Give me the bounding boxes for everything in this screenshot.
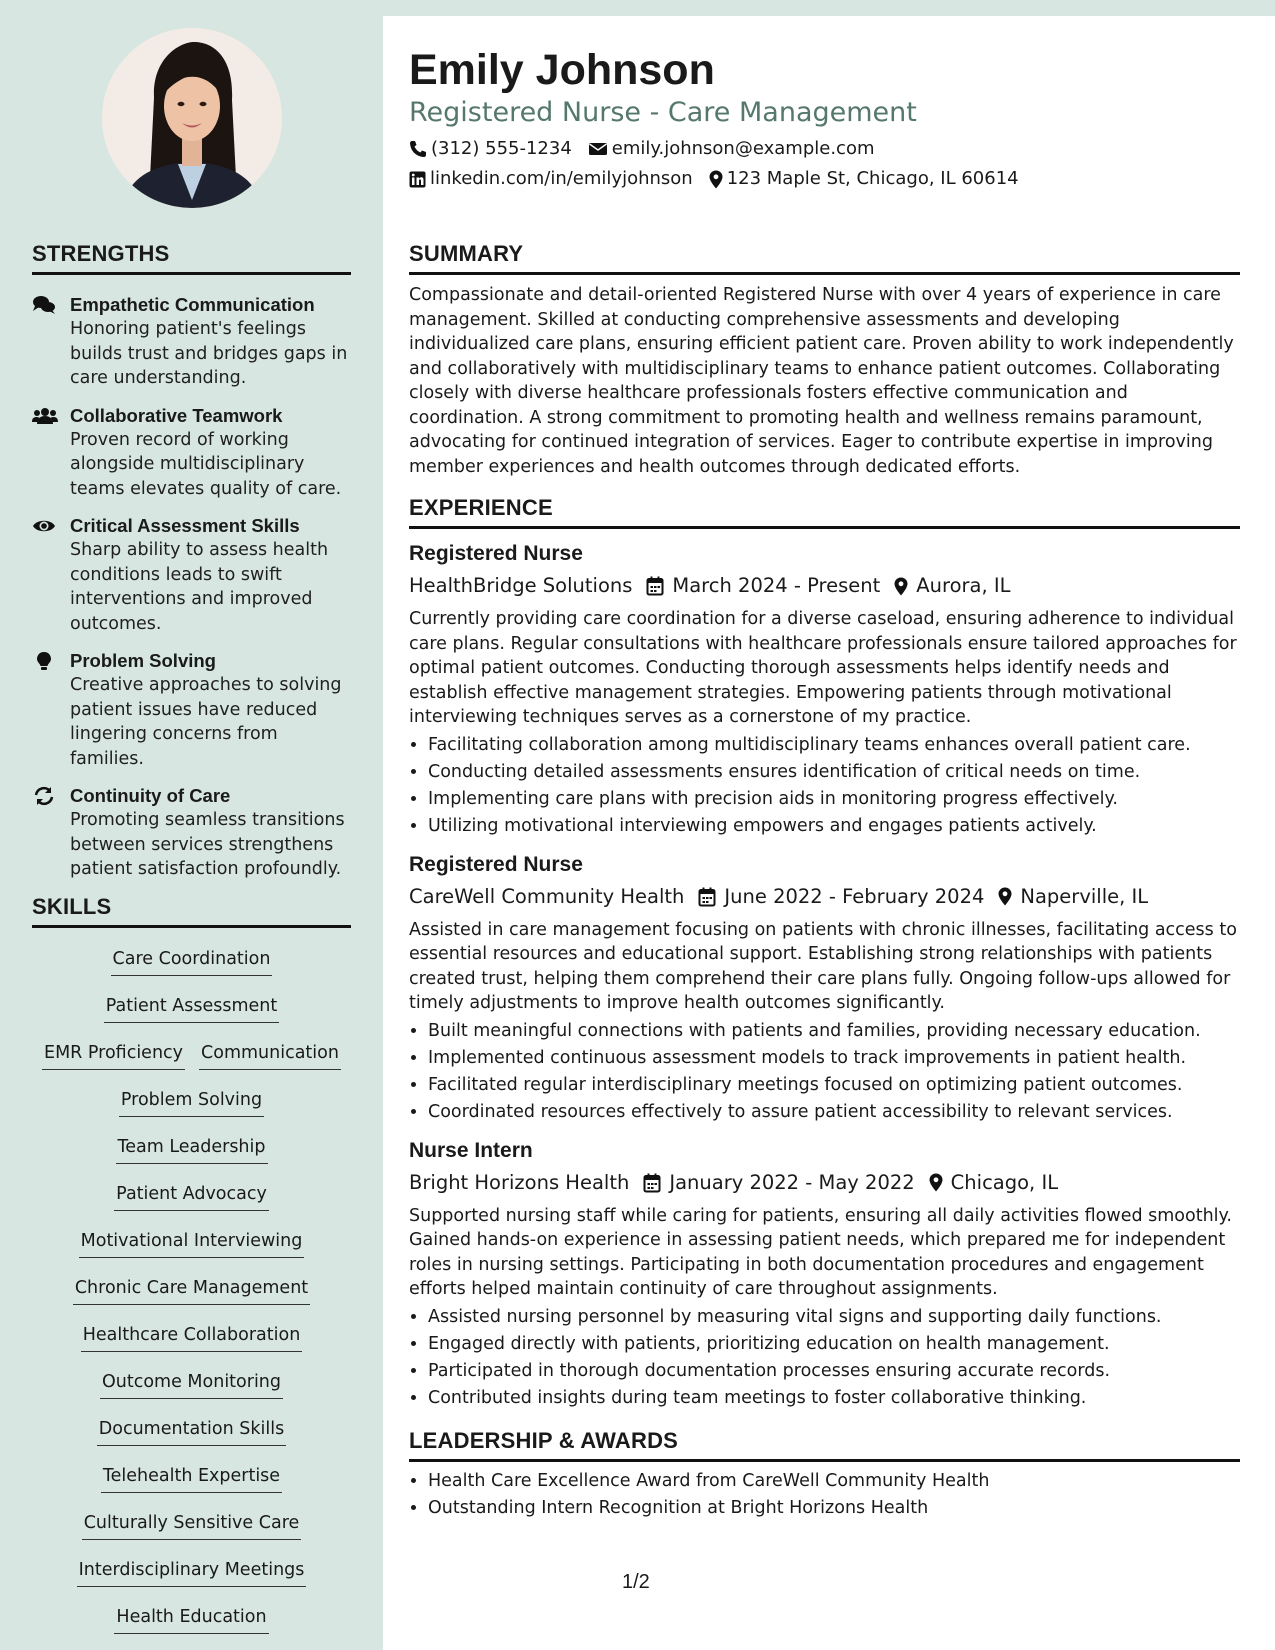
sync-icon	[32, 786, 56, 806]
job-dates	[643, 1170, 914, 1196]
strength-title: Problem Solving	[70, 650, 216, 671]
job-location	[929, 1170, 1058, 1196]
strength-item	[32, 649, 351, 771]
skill-tag: Problem Solving	[119, 1088, 264, 1117]
candidate-name: Emily Johnson	[409, 46, 715, 94]
job-description: Supported nursing staff while caring for patients, ensuring all daily activities flowed smoothly. Gained hands-on experience in assessing patient needs, which prepared me for independent roles in nursing settings. Participating in both documentation procedures and engagement efforts helped maintain continuity of care throughout assignments.	[409, 1205, 1232, 1299]
award-item: • Health Care Excellence Award from CareWell Community Health	[428, 1468, 1240, 1495]
job-location	[998, 884, 1148, 910]
job-bullet: • Utilizing motivational interviewing empowers and engages patients actively.	[428, 813, 1240, 840]
skills-section	[32, 894, 351, 1643]
skill-tag: Culturally Sensitive Care	[82, 1511, 302, 1540]
awards-list	[409, 1468, 1240, 1522]
strength-item	[32, 293, 351, 391]
job-bullet: • Conducting detailed assessments ensures identification of critical needs on time.	[428, 759, 1240, 786]
job-company: CareWell Community Health	[409, 884, 685, 908]
strengths-heading: STRENGTHS	[32, 241, 351, 275]
skill-tag: Telehealth Expertise	[101, 1464, 282, 1493]
skill-tag: Chronic Care Management	[73, 1276, 310, 1305]
sidebar	[0, 0, 383, 1650]
job-entry	[409, 852, 1240, 1126]
linkedin-icon	[409, 171, 426, 188]
strength-description: Creative approaches to solving patient issues have reduced lingering concerns from families.	[70, 675, 342, 769]
job-bullet: • Contributed insights during team meetings to foster collaborative thinking.	[428, 1385, 1240, 1412]
skill-tag: EMR Proficiency	[42, 1041, 185, 1070]
job-entry	[409, 541, 1240, 840]
strength-description: Sharp ability to assess health conditions leads to swift interventions and improved outcomes.	[70, 540, 329, 634]
job-bullets	[409, 732, 1240, 840]
skill-tag: Healthcare Collaboration	[81, 1323, 303, 1352]
job-meta	[409, 884, 1240, 910]
lightbulb-icon	[32, 651, 56, 671]
job-company: HealthBridge Solutions	[409, 574, 633, 597]
job-dates	[698, 884, 984, 910]
map-marker-icon	[929, 1173, 943, 1192]
profile-photo	[102, 28, 282, 208]
job-bullet: • Engaged directly with patients, prioritizing education on health management.	[428, 1331, 1240, 1358]
job-role: Registered Nurse	[409, 852, 583, 876]
strength-title: Collaborative Teamwork	[70, 404, 283, 426]
job-dates-text: March 2024 - Present	[672, 574, 881, 597]
strength-item	[32, 514, 351, 636]
job-role: Nurse Intern	[409, 1138, 533, 1162]
address-contact	[709, 167, 1019, 191]
candidate-title: Registered Nurse - Care Management	[409, 97, 917, 128]
skill-tag: Documentation Skills	[97, 1417, 286, 1446]
job-meta	[409, 1170, 1240, 1196]
resume-body	[409, 241, 1240, 1522]
skills-list	[32, 928, 351, 1643]
job-description: Assisted in care management focusing on patients with chronic illnesses, facilitating access to essential resources and educational support. Establishing strong relationships with patients created trust, helping them comprehend their care plans fully. Ongoing follow-ups allowed for timely adjustments to improve health outcomes significantly.	[409, 919, 1237, 1013]
phone-number: (312) 555-1234	[431, 138, 572, 159]
map-marker-icon	[709, 170, 723, 189]
linkedin-contact[interactable]	[409, 167, 693, 191]
map-marker-icon	[894, 577, 908, 596]
strength-description: Proven record of working alongside multidisciplinary teams elevates quality of care.	[70, 429, 342, 499]
job-bullet: • Implementing care plans with precision aids in monitoring progress effectively.	[428, 786, 1240, 813]
skill-tag: Team Leadership	[116, 1135, 268, 1164]
strength-title: Continuity of Care	[70, 785, 231, 806]
strengths-section	[32, 241, 351, 882]
strength-title: Empathetic Communication	[70, 294, 315, 315]
skill-tag: Communication	[199, 1041, 341, 1070]
job-bullet: • Implemented continuous assessment models to track improvements in patient health.	[428, 1045, 1240, 1072]
envelope-icon	[588, 141, 608, 157]
email-contact[interactable]	[588, 137, 875, 161]
calendar-icon	[698, 887, 716, 907]
leadership-heading: LEADERSHIP & AWARDS	[409, 1428, 1240, 1462]
job-bullet: • Participated in thorough documentation processes ensuring accurate records.	[428, 1358, 1240, 1385]
skill-tag: Care Coordination	[111, 947, 273, 976]
phone-contact[interactable]	[409, 137, 572, 161]
job-entry	[409, 1138, 1240, 1412]
calendar-icon	[643, 1173, 661, 1193]
summary-text: Compassionate and detail-oriented Registered Nurse with over 4 years of experience in care management. Skilled at conducting comprehensive assessments and developing individualized care plans, ensuring efficient patient care. Proven ability to work independently and collaboratively with multidisciplinary teams to enhance patient outcomes. Collaborating closely with diverse healthcare professionals fosters effective communication and coordination. A strong commitment to promoting health and wellness remains paramount, advocating for continued integration of services. Eager to contribute expertise in improving member experiences and health outcomes through dedicated efforts.	[409, 285, 1234, 477]
map-marker-icon	[998, 887, 1012, 906]
skill-tag: Motivational Interviewing	[79, 1229, 305, 1258]
contact-line	[409, 167, 1240, 191]
calendar-icon	[646, 576, 664, 596]
job-company: Bright Horizons Health	[409, 1170, 630, 1194]
skill-tag: Patient Advocacy	[114, 1182, 269, 1211]
skill-tag: Interdisciplinary Meetings	[77, 1558, 307, 1587]
job-description: Currently providing care coordination for a diverse caseload, ensuring adherence to individual care plans. Regular consultations with healthcare professionals ensure tailored approaches for optimal patient outcomes. Conducting thorough assessments helps identify needs and establish effective management strategies. Empowering patients through motivational interviewing techniques serves as a cornerstone of my practice.	[409, 609, 1237, 727]
summary-heading: SUMMARY	[409, 241, 1240, 275]
job-dates-text: June 2022 - February 2024	[724, 884, 985, 908]
job-location	[894, 573, 1010, 599]
award-item: • Outstanding Intern Recognition at Bright Horizons Health	[428, 1495, 1240, 1522]
skill-tag: Health Education	[114, 1605, 268, 1634]
job-bullet: • Facilitating collaboration among multidisciplinary teams enhances overall patient care.	[428, 732, 1240, 759]
job-bullet: • Facilitated regular interdisciplinary meetings focused on optimizing patient outcomes.	[428, 1072, 1240, 1099]
job-dates-text: January 2022 - May 2022	[669, 1170, 915, 1194]
strength-item	[32, 784, 351, 882]
strength-description: Promoting seamless transitions between services strengthens patient satisfaction profoundly.	[70, 810, 345, 879]
job-location-text: Naperville, IL	[1020, 884, 1149, 908]
phone-icon	[409, 140, 427, 158]
skill-tag: Patient Assessment	[104, 994, 279, 1023]
linkedin-url: linkedin.com/in/emilyjohnson	[430, 168, 693, 189]
strength-item	[32, 404, 351, 502]
job-role: Registered Nurse	[409, 542, 583, 565]
comments-icon	[32, 295, 56, 315]
strength-description: Honoring patient's feelings builds trust and bridges gaps in care understanding.	[70, 319, 348, 388]
job-bullets	[409, 1304, 1240, 1412]
job-bullets	[409, 1018, 1240, 1126]
skills-heading: SKILLS	[32, 894, 351, 928]
eye-icon	[32, 516, 56, 536]
job-location-text: Aurora, IL	[916, 574, 1011, 597]
strength-title: Critical Assessment Skills	[70, 515, 300, 536]
skill-tag: Outcome Monitoring	[100, 1370, 283, 1399]
job-meta	[409, 573, 1240, 599]
job-bullet: • Coordinated resources effectively to assure patient accessibility to relevant services.	[428, 1099, 1240, 1126]
contact-line	[409, 137, 1240, 161]
page-number: 1/2	[622, 1571, 650, 1593]
email-address: emily.johnson@example.com	[611, 138, 875, 159]
job-location-text: Chicago, IL	[950, 1170, 1059, 1194]
experience-heading: EXPERIENCE	[409, 495, 1240, 529]
address: 123 Maple St, Chicago, IL 60614	[726, 168, 1019, 189]
users-icon	[32, 406, 56, 426]
job-bullet: • Assisted nursing personnel by measuring vital signs and supporting daily functions.	[428, 1304, 1240, 1331]
resume-header	[409, 45, 1240, 191]
job-dates	[646, 573, 880, 599]
job-bullet: • Built meaningful connections with patients and families, providing necessary education.	[428, 1018, 1240, 1045]
